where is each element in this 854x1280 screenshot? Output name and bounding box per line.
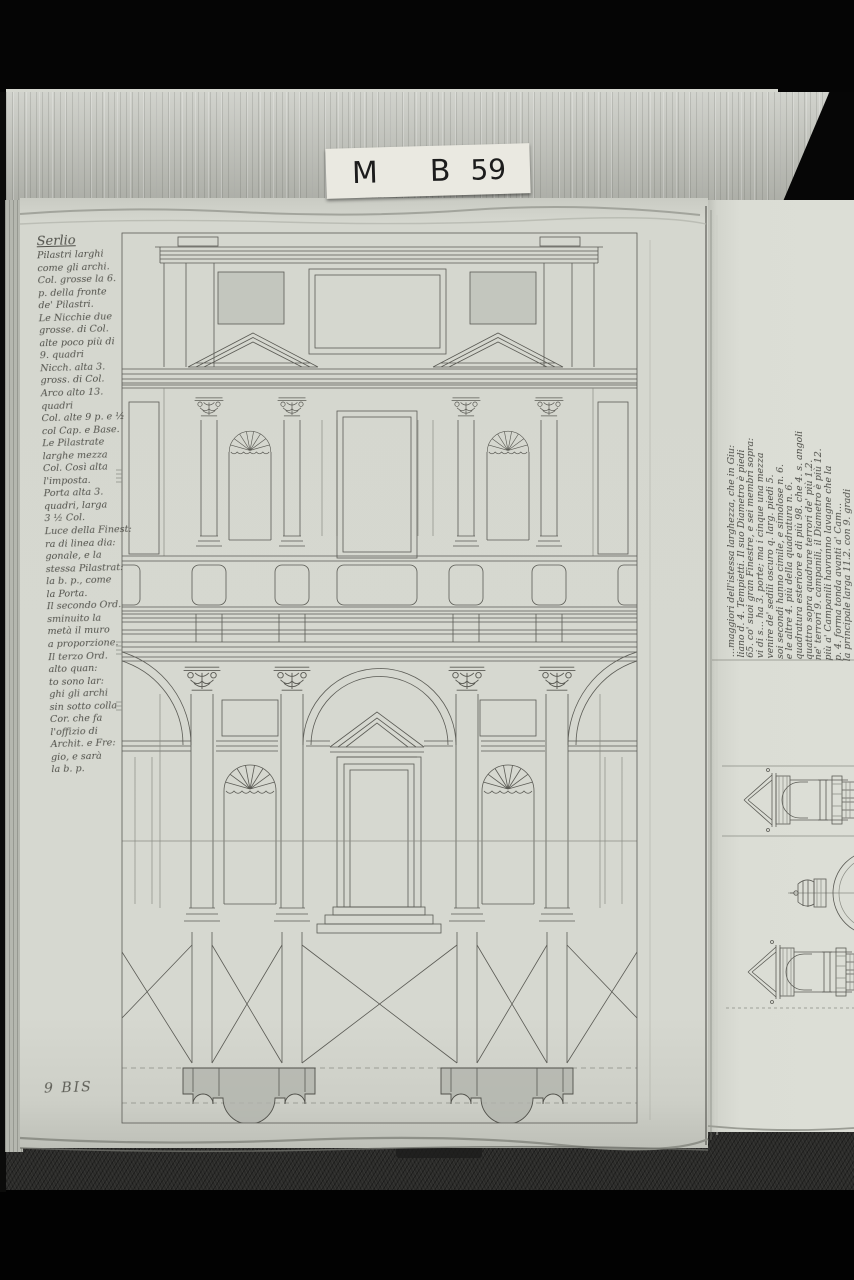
upper-order <box>114 385 644 611</box>
handwritten-line: Nicch. alta 3. <box>40 361 106 375</box>
handwritten-line: de' Pilastri. <box>38 298 94 312</box>
handwritten-line: più a' Campanili havranno lavagne che la <box>823 465 835 661</box>
handwritten-line: venire de' sedili oscuro q. larg. piedi 5. <box>764 474 776 659</box>
handwritten-line: e le altre 4. più della quadratura n. 6. <box>784 481 796 660</box>
handwritten-line: vi di s… ha 3. porte; ma i cinque una mezza <box>755 452 767 659</box>
handwritten-line: Arco alto 13. <box>40 386 104 400</box>
adjacent-folio-sketches <box>712 660 854 1008</box>
spandrel-panel-right <box>480 700 536 736</box>
shelfmark-label <box>325 143 530 199</box>
handwritten-line: come gli archi. <box>37 260 110 274</box>
attic-panel-right <box>470 272 536 324</box>
lower-niche-left <box>224 765 276 904</box>
foliation-mark: 9 BIS <box>43 1079 94 1097</box>
attic-panel-left <box>218 272 284 324</box>
handwritten-line: sminuito la <box>47 612 102 626</box>
handwritten-line: Porta alta 3. <box>43 486 104 500</box>
arches <box>122 652 637 745</box>
dome-sketch <box>788 850 854 936</box>
handwritten-line: 9. quadri <box>39 349 85 362</box>
right-note-lines <box>727 221 854 661</box>
handwritten-line: p. della fronte <box>37 286 107 299</box>
lower-pilasters <box>184 667 576 921</box>
handwritten-line: la Porta. <box>46 587 88 600</box>
shelfmark-letter-b: B <box>429 152 451 189</box>
handwritten-line: Il secondo Ord. <box>46 599 122 613</box>
handwritten-line: a proporzione. <box>47 637 119 651</box>
tabernacle-sketch-bottom <box>748 941 854 1004</box>
drawing-border <box>122 233 637 1123</box>
shelfmark-letter-m: M <box>351 154 379 191</box>
handwritten-line: sin sotto colla <box>49 699 118 713</box>
shelfmark-number: 59 <box>470 152 507 187</box>
upper-edge-panel-right <box>598 402 628 554</box>
attic-story <box>122 237 637 383</box>
handwritten-line: l'offizio di <box>50 725 98 738</box>
portal <box>317 712 441 933</box>
handwritten-line: ra di linea dia: <box>44 536 116 550</box>
handwritten-line: p. 4. forma tonda avanti a' Cam… <box>832 502 844 662</box>
construction-x-lines <box>122 932 637 1063</box>
handwritten-line: col Cap. e Base. <box>41 423 120 437</box>
tabernacle-sketch-top <box>744 769 854 832</box>
handwritten-line: stessa Pilastrat: <box>45 561 124 575</box>
upper-edge-panel-left <box>129 402 159 554</box>
handwritten-line: quadri, larga <box>43 499 108 513</box>
handwritten-line: Col. alte 9 p. e ½ <box>41 411 125 425</box>
attic-panel-center <box>309 269 446 354</box>
facade-content <box>114 237 644 1124</box>
handwritten-line: Col. grosse la 6. <box>37 273 117 287</box>
handwritten-line: quattro sopra quadrare terrori de' più 1.2. <box>803 459 815 661</box>
lower-niche-right <box>482 765 534 904</box>
handwritten-line: to sono lar: <box>48 675 105 688</box>
handwritten-line: soi secondi hanno cimile, e simolose n. 6. <box>774 463 786 660</box>
handwritten-line: gross. di Col. <box>40 373 105 387</box>
left-note-lines <box>37 248 138 777</box>
handwritten-line: 65. co' suoi gran Finestre, e sei membri sopra: <box>745 437 757 659</box>
handwritten-line: la principale larga 11.2. con 9. gradi <box>842 488 854 662</box>
handwritten-line: Cor. che fa <box>49 712 103 726</box>
handwritten-line: la b. p., come <box>45 574 112 588</box>
handwritten-line: metà il muro <box>47 624 110 638</box>
handwritten-line: …maggiori dell'istessa larghezza, che in Giu: <box>726 444 737 658</box>
handwritten-line: 3 ½ Col. <box>44 512 86 525</box>
handwritten-line: quadratura esteriore e di più 98. che 4. s. angoli <box>793 430 805 660</box>
handwritten-line: la b. p. <box>51 763 85 776</box>
handwritten-line: Pilastri larghi <box>36 248 104 262</box>
handwritten-line: Le Pilastrate <box>42 436 105 450</box>
handwritten-line: Il terzo Ord. <box>48 649 108 663</box>
upper-center-panel <box>337 411 417 558</box>
right-margin-note-rotated <box>726 221 854 662</box>
handwritten-line: l'imposta. <box>43 474 91 488</box>
handwritten-line: Luce della Finest: <box>44 523 132 538</box>
spandrel-panel-left <box>222 700 278 736</box>
pediment-left <box>188 333 318 367</box>
plan-footprints <box>122 1068 637 1124</box>
upper-niche-left <box>229 431 271 540</box>
left-margin-note <box>36 232 137 777</box>
left-note-heading: Serlio <box>36 233 76 250</box>
lower-order <box>122 652 637 933</box>
upper-pedestal-zone <box>114 565 644 605</box>
handwritten-line: liano d. 4. Tempietti. Il suo Diametro è piedi <box>735 449 747 658</box>
handwritten-line: Col. Così alta <box>42 461 108 475</box>
handwritten-line: ghi gli archi <box>49 687 109 701</box>
handwritten-line: alto quan: <box>48 662 98 676</box>
handwritten-line: gonale, e la <box>45 549 102 563</box>
handwritten-line: Archit. e Fre: <box>50 737 116 751</box>
handwritten-line: quadri <box>41 399 74 412</box>
handwritten-line: ne' terrori 9. campanili, il Diametro è più 12. <box>813 448 825 661</box>
handwritten-line: larghe mezza <box>42 449 108 462</box>
handwritten-line: Le Nicchie due <box>38 310 113 325</box>
handwritten-line: alte poco più di <box>39 335 115 350</box>
gutter-fold <box>706 206 717 1145</box>
impost-cornice <box>122 741 637 751</box>
handwritten-line: gio, e sarà <box>50 750 102 763</box>
pediment-right <box>433 333 563 367</box>
main-entablature <box>122 614 637 661</box>
upper-niche-right <box>487 431 529 540</box>
upper-columns <box>195 398 564 546</box>
handwritten-line: grosse. di Col. <box>38 323 109 337</box>
